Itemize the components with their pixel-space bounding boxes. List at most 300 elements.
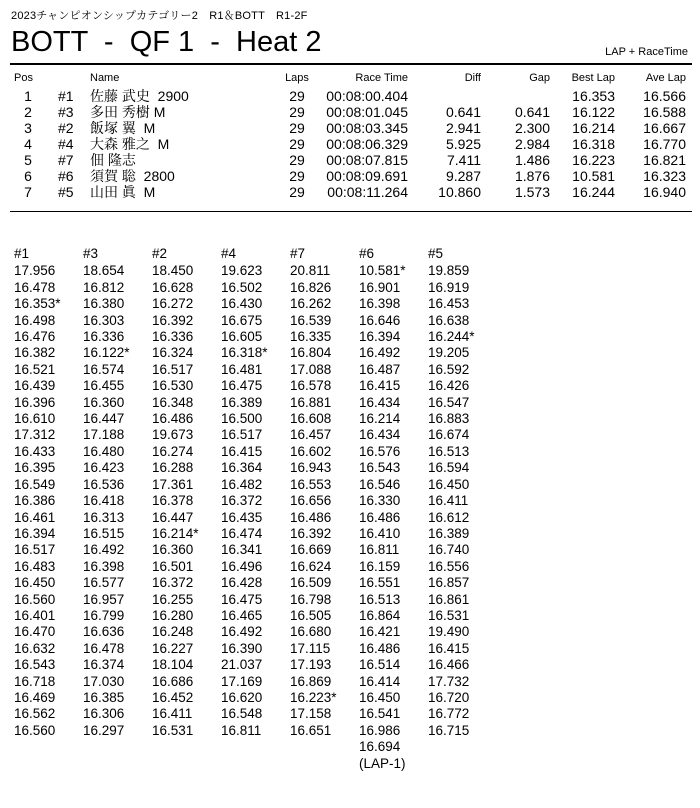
- lap-time: 16.280: [152, 607, 194, 623]
- lap-time: 16.466: [428, 657, 470, 673]
- lap-time: 16.551: [359, 575, 401, 591]
- result-diff: 5.925: [445, 136, 481, 152]
- lap-time: 17.088: [290, 361, 332, 377]
- lap-time: 16.811: [221, 722, 262, 738]
- lap-time: 16.656: [290, 493, 332, 509]
- lap-time: 16.378: [152, 493, 194, 509]
- result-gap: 2.300: [514, 120, 550, 136]
- lap-time: 16.244*: [428, 329, 475, 345]
- lap-column: [14, 246, 83, 772]
- lap-time: 16.335: [290, 329, 332, 345]
- lap-time: 16.374: [83, 657, 125, 673]
- lap-column: [83, 246, 152, 772]
- lap-time: 16.740: [428, 542, 470, 558]
- lap-time: 16.434: [359, 394, 401, 410]
- lap-time: 16.450: [428, 476, 470, 492]
- result-laps: 29: [289, 152, 305, 168]
- lap-column-header: #2: [152, 246, 168, 261]
- lap-time: 16.514: [359, 657, 401, 673]
- lap-time: 16.389: [428, 525, 470, 541]
- lap-time: 16.608: [290, 411, 332, 427]
- lap-time: 16.612: [428, 509, 470, 525]
- lap-time: 16.303: [83, 312, 125, 328]
- lap-time: 18.104: [152, 657, 194, 673]
- lap-time: 16.487: [359, 361, 401, 377]
- lap-time: 16.122*: [83, 345, 130, 361]
- col-bestlap-header: Best Lap: [571, 72, 615, 84]
- lap-time: 16.272: [152, 296, 194, 312]
- result-race-time: 00:08:03.345: [326, 120, 408, 136]
- result-pos: 1: [24, 88, 32, 104]
- lap-time: 17.193: [290, 657, 332, 673]
- lap-time: 16.306: [83, 706, 125, 722]
- lap-time: 16.415: [359, 378, 401, 394]
- lap-time: 16.501: [152, 558, 194, 574]
- result-race-time: 00:08:06.329: [326, 136, 408, 152]
- result-driver-name: 飯塚 翼 M: [90, 120, 156, 136]
- lap-time: 16.486: [152, 411, 194, 427]
- lap-time: 16.546: [359, 476, 401, 492]
- lap-time: 16.223*: [290, 689, 337, 705]
- lap-time: 16.492: [221, 624, 263, 640]
- result-laps: 29: [289, 168, 305, 184]
- result-laps: 29: [289, 120, 305, 136]
- lap-time: 16.531: [152, 722, 194, 738]
- lap-time: 20.811: [290, 263, 331, 279]
- lap-time: 16.394: [14, 525, 56, 541]
- lap-time: 16.811: [359, 542, 400, 558]
- lap-column-header: #5: [428, 246, 444, 261]
- lap-time: 16.502: [221, 279, 263, 295]
- lap-time: 16.772: [428, 706, 470, 722]
- result-best-lap: 16.122: [572, 104, 615, 120]
- lap-time: 16.610: [14, 411, 56, 427]
- lap-time: 16.423: [83, 460, 125, 476]
- lap-time: 16.453: [428, 296, 470, 312]
- result-race-time: 00:08:07.815: [326, 152, 408, 168]
- lap-time: 16.715: [428, 722, 470, 738]
- lap-time: 16.509: [290, 575, 332, 591]
- result-race-time: 00:08:01.045: [326, 104, 408, 120]
- lap-time: 17.732: [428, 673, 470, 689]
- result-best-lap: 16.244: [572, 184, 615, 200]
- lap-time: 16.638: [428, 312, 470, 328]
- lap-time: 16.353*: [14, 296, 61, 312]
- result-pos: 2: [24, 104, 32, 120]
- lap-time: 16.214: [359, 411, 401, 427]
- lap-time: 16.411: [428, 493, 469, 509]
- lap-time: 16.447: [152, 509, 194, 525]
- lap-time: 16.517: [14, 542, 56, 558]
- result-kart-number: #4: [58, 136, 74, 152]
- lap-time: 16.470: [14, 624, 56, 640]
- lap-time: 16.390: [221, 640, 263, 656]
- lap-time: 16.541: [359, 706, 401, 722]
- lap-time: 16.274: [152, 443, 194, 459]
- result-diff: 0.641: [445, 104, 481, 120]
- lap-time: 16.396: [14, 394, 56, 410]
- result-diff: 7.411: [447, 152, 481, 168]
- result-ave-lap: 16.821: [643, 152, 686, 168]
- results-header-row: [0, 72, 700, 88]
- lap-time: (LAP-1): [359, 755, 406, 771]
- lap-time: 16.382: [14, 345, 56, 361]
- lap-time: 17.169: [221, 673, 263, 689]
- lap-time: 16.482: [221, 476, 263, 492]
- lap-time: 16.380: [83, 296, 125, 312]
- lap-time: 16.227: [152, 640, 194, 656]
- lap-time: 16.465: [221, 607, 263, 623]
- lap-time: 16.957: [83, 591, 125, 607]
- lap-time: 16.255: [152, 591, 194, 607]
- lap-time: 16.486: [359, 640, 401, 656]
- lap-time: 17.312: [14, 427, 56, 443]
- lap-time: 16.435: [221, 509, 263, 525]
- lap-time: 16.901: [359, 279, 401, 295]
- lap-column: [359, 246, 428, 772]
- result-race-time: 00:08:00.404: [326, 88, 408, 104]
- lap-time: 16.636: [83, 624, 125, 640]
- lap-time: 19.490: [428, 624, 470, 640]
- col-gap-header: Gap: [529, 72, 550, 84]
- lap-time: 16.214*: [152, 525, 199, 541]
- lap-time: 16.457: [290, 427, 332, 443]
- lap-time: 16.592: [428, 361, 470, 377]
- col-avelap-header: Ave Lap: [645, 72, 686, 84]
- lap-column-header: #6: [359, 246, 375, 261]
- result-row: [0, 136, 700, 152]
- lap-time: 16.539: [290, 312, 332, 328]
- lap-time: 16.394: [359, 329, 401, 345]
- result-pos: 5: [24, 152, 32, 168]
- lap-time: 16.469: [14, 689, 56, 705]
- lap-time: 16.481: [221, 361, 263, 377]
- lap-time: 16.486: [290, 509, 332, 525]
- lap-column: [290, 246, 359, 772]
- lap-time: 16.336: [152, 329, 194, 345]
- lap-time: 16.864: [359, 607, 401, 623]
- lap-time: 16.434: [359, 427, 401, 443]
- lap-time: 16.386: [14, 493, 56, 509]
- result-ave-lap: 16.940: [643, 184, 686, 200]
- lap-time: 16.297: [83, 722, 125, 738]
- lap-time: 16.348: [152, 394, 194, 410]
- result-gap: 1.573: [514, 184, 550, 200]
- lap-time: 16.536: [83, 476, 125, 492]
- result-gap: 1.486: [514, 152, 550, 168]
- result-row: [0, 152, 700, 168]
- lap-time: 19.623: [221, 263, 263, 279]
- lap-time: 16.415: [221, 443, 263, 459]
- header-rule: [10, 63, 692, 65]
- result-kart-number: #5: [58, 184, 74, 200]
- lap-time: 16.500: [221, 411, 263, 427]
- result-row: [0, 120, 700, 136]
- lap-time: 16.336: [83, 329, 125, 345]
- lap-time: 16.478: [83, 640, 125, 656]
- col-pos-header: Pos: [14, 72, 33, 84]
- lap-time: 16.498: [14, 312, 56, 328]
- lap-time: 16.428: [221, 575, 263, 591]
- lap-time: 16.410: [359, 525, 401, 541]
- lap-time: 16.680: [290, 624, 332, 640]
- lap-time: 17.188: [83, 427, 125, 443]
- lap-time: 16.694: [359, 739, 401, 755]
- result-driver-name: 大森 雅之 M: [90, 136, 170, 152]
- result-kart-number: #6: [58, 168, 74, 184]
- lap-time: 16.576: [359, 443, 401, 459]
- lap-time: 16.720: [428, 689, 470, 705]
- lap-time: 21.037: [221, 657, 263, 673]
- result-driver-name: 山田 眞 M: [90, 184, 156, 200]
- result-driver-name: 佃 隆志: [90, 152, 136, 168]
- result-driver-name: 佐藤 武史 2900: [90, 88, 189, 104]
- result-best-lap: 16.353: [572, 88, 615, 104]
- lap-time: 19.673: [152, 427, 194, 443]
- lap-time: 16.389: [221, 394, 263, 410]
- lap-time: 16.475: [221, 378, 263, 394]
- result-driver-name: 多田 秀樹 M: [90, 104, 166, 120]
- lap-time: 16.418: [83, 493, 125, 509]
- lap-column-header: #3: [83, 246, 99, 261]
- lap-time: 16.605: [221, 329, 263, 345]
- result-best-lap: 10.581: [572, 168, 615, 184]
- lap-time: 16.372: [221, 493, 263, 509]
- lap-time: 16.620: [221, 689, 263, 705]
- result-ave-lap: 16.770: [643, 136, 686, 152]
- lap-column: [221, 246, 290, 772]
- lap-time: 16.674: [428, 427, 470, 443]
- lap-time: 16.869: [290, 673, 332, 689]
- result-laps: 29: [289, 136, 305, 152]
- result-pos: 7: [24, 184, 32, 200]
- lap-time: 16.628: [152, 279, 194, 295]
- lap-time: 16.478: [14, 279, 56, 295]
- lap-time: 16.360: [152, 542, 194, 558]
- lap-time: 16.486: [359, 509, 401, 525]
- lap-time: 16.450: [14, 575, 56, 591]
- result-diff: 9.287: [445, 168, 481, 184]
- lap-time: 16.288: [152, 460, 194, 476]
- lap-time: 16.414: [359, 673, 401, 689]
- lap-time: 16.857: [428, 575, 470, 591]
- lap-time: 16.450: [359, 689, 401, 705]
- lap-column-header: #1: [14, 246, 30, 261]
- lap-time: 16.313: [83, 509, 125, 525]
- lap-time: 16.385: [83, 689, 125, 705]
- lap-time: 16.452: [152, 689, 194, 705]
- lap-time: 16.556: [428, 558, 470, 574]
- result-row: [0, 104, 700, 120]
- result-race-time: 00:08:09.691: [326, 168, 408, 184]
- lap-time: 16.574: [83, 361, 125, 377]
- lap-time: 16.521: [14, 361, 56, 377]
- result-kart-number: #7: [58, 152, 74, 168]
- lap-time: 16.455: [83, 378, 125, 394]
- lap-time: 16.543: [359, 460, 401, 476]
- lap-time: 16.718: [14, 673, 56, 689]
- lap-time: 16.248: [152, 624, 194, 640]
- lap-time: 17.361: [152, 476, 194, 492]
- lap-column-header: #4: [221, 246, 237, 261]
- lap-time: 16.883: [428, 411, 470, 427]
- result-best-lap: 16.214: [572, 120, 615, 136]
- lap-time: 16.492: [359, 345, 401, 361]
- lap-time: 16.411: [152, 706, 193, 722]
- lap-time: 16.675: [221, 312, 263, 328]
- lap-time: 18.654: [83, 263, 125, 279]
- result-laps: 29: [289, 184, 305, 200]
- lap-time: 16.415: [428, 640, 470, 656]
- lap-time: 16.798: [290, 591, 332, 607]
- lap-time: 16.578: [290, 378, 332, 394]
- result-gap: 1.876: [514, 168, 550, 184]
- lap-time: 16.804: [290, 345, 332, 361]
- lap-time: 16.439: [14, 378, 56, 394]
- lap-time: 17.115: [290, 640, 331, 656]
- lap-column-header: #7: [290, 246, 306, 261]
- event-subtitle: 2023チャンピオンシップカテゴリー2 R1＆BOTT R1-2F: [11, 10, 308, 22]
- result-ave-lap: 16.323: [643, 168, 686, 184]
- report-type-note: LAP + RaceTime: [605, 46, 688, 58]
- lap-time: 16.505: [290, 607, 332, 623]
- lap-time: 16.318*: [221, 345, 268, 361]
- result-best-lap: 16.318: [572, 136, 615, 152]
- lap-time: 16.480: [83, 443, 125, 459]
- result-ave-lap: 16.566: [643, 88, 686, 104]
- result-driver-name: 須賀 聡 2800: [90, 168, 175, 184]
- lap-time: 16.421: [359, 624, 401, 640]
- lap-time: 19.205: [428, 345, 470, 361]
- result-pos: 6: [24, 168, 32, 184]
- lap-time: 16.624: [290, 558, 332, 574]
- lap-time: 16.632: [14, 640, 56, 656]
- lap-time: 16.476: [14, 329, 56, 345]
- result-diff: 2.941: [445, 120, 481, 136]
- lap-time: 16.531: [428, 607, 470, 623]
- lap-time: 16.330: [359, 493, 401, 509]
- results-bottom-rule: [10, 211, 692, 212]
- result-row: [0, 88, 700, 104]
- lap-time: 16.826: [290, 279, 332, 295]
- lap-time: 16.392: [290, 525, 332, 541]
- lap-time: 16.986: [359, 722, 401, 738]
- lap-time: 16.553: [290, 476, 332, 492]
- lap-time: 19.859: [428, 263, 470, 279]
- lap-time: 16.492: [83, 542, 125, 558]
- lap-time: 16.474: [221, 525, 263, 541]
- lap-time: 16.360: [83, 394, 125, 410]
- lap-time: 16.515: [83, 525, 125, 541]
- lap-time: 17.030: [83, 673, 125, 689]
- lap-time: 17.158: [290, 706, 332, 722]
- lap-time: 16.324: [152, 345, 194, 361]
- lap-time: 16.159: [359, 558, 401, 574]
- lap-time: 16.560: [14, 722, 56, 738]
- result-laps: 29: [289, 104, 305, 120]
- lap-time: 16.475: [221, 591, 263, 607]
- lap-time: 16.577: [83, 575, 125, 591]
- lap-time: 16.646: [359, 312, 401, 328]
- result-laps: 29: [289, 88, 305, 104]
- lap-time: 16.547: [428, 394, 470, 410]
- lap-time: 16.513: [359, 591, 401, 607]
- lap-times-grid: [14, 246, 497, 772]
- lap-time: 16.594: [428, 460, 470, 476]
- result-gap: 0.641: [514, 104, 550, 120]
- result-row: [0, 168, 700, 184]
- result-kart-number: #2: [58, 120, 74, 136]
- lap-time: 16.461: [14, 509, 56, 525]
- lap-time: 16.398: [83, 558, 125, 574]
- lap-time: 16.433: [14, 443, 56, 459]
- lap-time: 10.581*: [359, 263, 406, 279]
- result-best-lap: 16.223: [572, 152, 615, 168]
- result-kart-number: #1: [58, 88, 74, 104]
- result-kart-number: #3: [58, 104, 74, 120]
- result-row: [0, 184, 700, 200]
- lap-time: 16.562: [14, 706, 56, 722]
- lap-time: 16.401: [14, 607, 56, 623]
- lap-time: 16.919: [428, 279, 470, 295]
- result-gap: 2.984: [514, 136, 550, 152]
- lap-time: 16.543: [14, 657, 56, 673]
- result-diff: 10.860: [438, 184, 481, 200]
- lap-time: 16.392: [152, 312, 194, 328]
- lap-time: 16.881: [290, 394, 332, 410]
- lap-time: 16.651: [290, 722, 332, 738]
- lap-time: 16.426: [428, 378, 470, 394]
- lap-time: 16.483: [14, 558, 56, 574]
- result-pos: 3: [24, 120, 32, 136]
- lap-time: 16.364: [221, 460, 263, 476]
- lap-time: 16.430: [221, 296, 263, 312]
- col-racetime-header: Race Time: [355, 72, 408, 84]
- lap-time: 16.517: [221, 427, 263, 443]
- lap-time: 16.548: [221, 706, 263, 722]
- lap-column: [152, 246, 221, 772]
- lap-time: 16.513: [428, 443, 470, 459]
- results-table: [0, 72, 700, 200]
- lap-column: [428, 246, 497, 772]
- lap-time: 16.686: [152, 673, 194, 689]
- lap-time: 16.549: [14, 476, 56, 492]
- col-name-header: Name: [90, 72, 120, 84]
- lap-time: 16.812: [83, 279, 125, 295]
- lap-time: 16.943: [290, 460, 332, 476]
- lap-time: 16.530: [152, 378, 194, 394]
- result-pos: 4: [24, 136, 32, 152]
- lap-time: 16.602: [290, 443, 332, 459]
- col-laps-header: Laps: [285, 72, 309, 84]
- lap-time: 18.450: [152, 263, 194, 279]
- result-race-time: 00:08:11.264: [327, 184, 408, 200]
- lap-time: 17.956: [14, 263, 56, 279]
- lap-time: 16.861: [428, 591, 470, 607]
- page-title: BOTT - QF 1 - Heat 2: [11, 26, 322, 58]
- lap-time: 16.341: [221, 542, 263, 558]
- lap-time: 16.669: [290, 542, 332, 558]
- lap-time: 16.517: [152, 361, 194, 377]
- col-diff-header: Diff: [464, 72, 481, 84]
- lap-time: 16.372: [152, 575, 194, 591]
- lap-time: 16.799: [83, 607, 125, 623]
- result-ave-lap: 16.588: [643, 104, 686, 120]
- lap-time: 16.447: [83, 411, 125, 427]
- lap-time: 16.560: [14, 591, 56, 607]
- lap-time: 16.395: [14, 460, 56, 476]
- lap-time: 16.496: [221, 558, 263, 574]
